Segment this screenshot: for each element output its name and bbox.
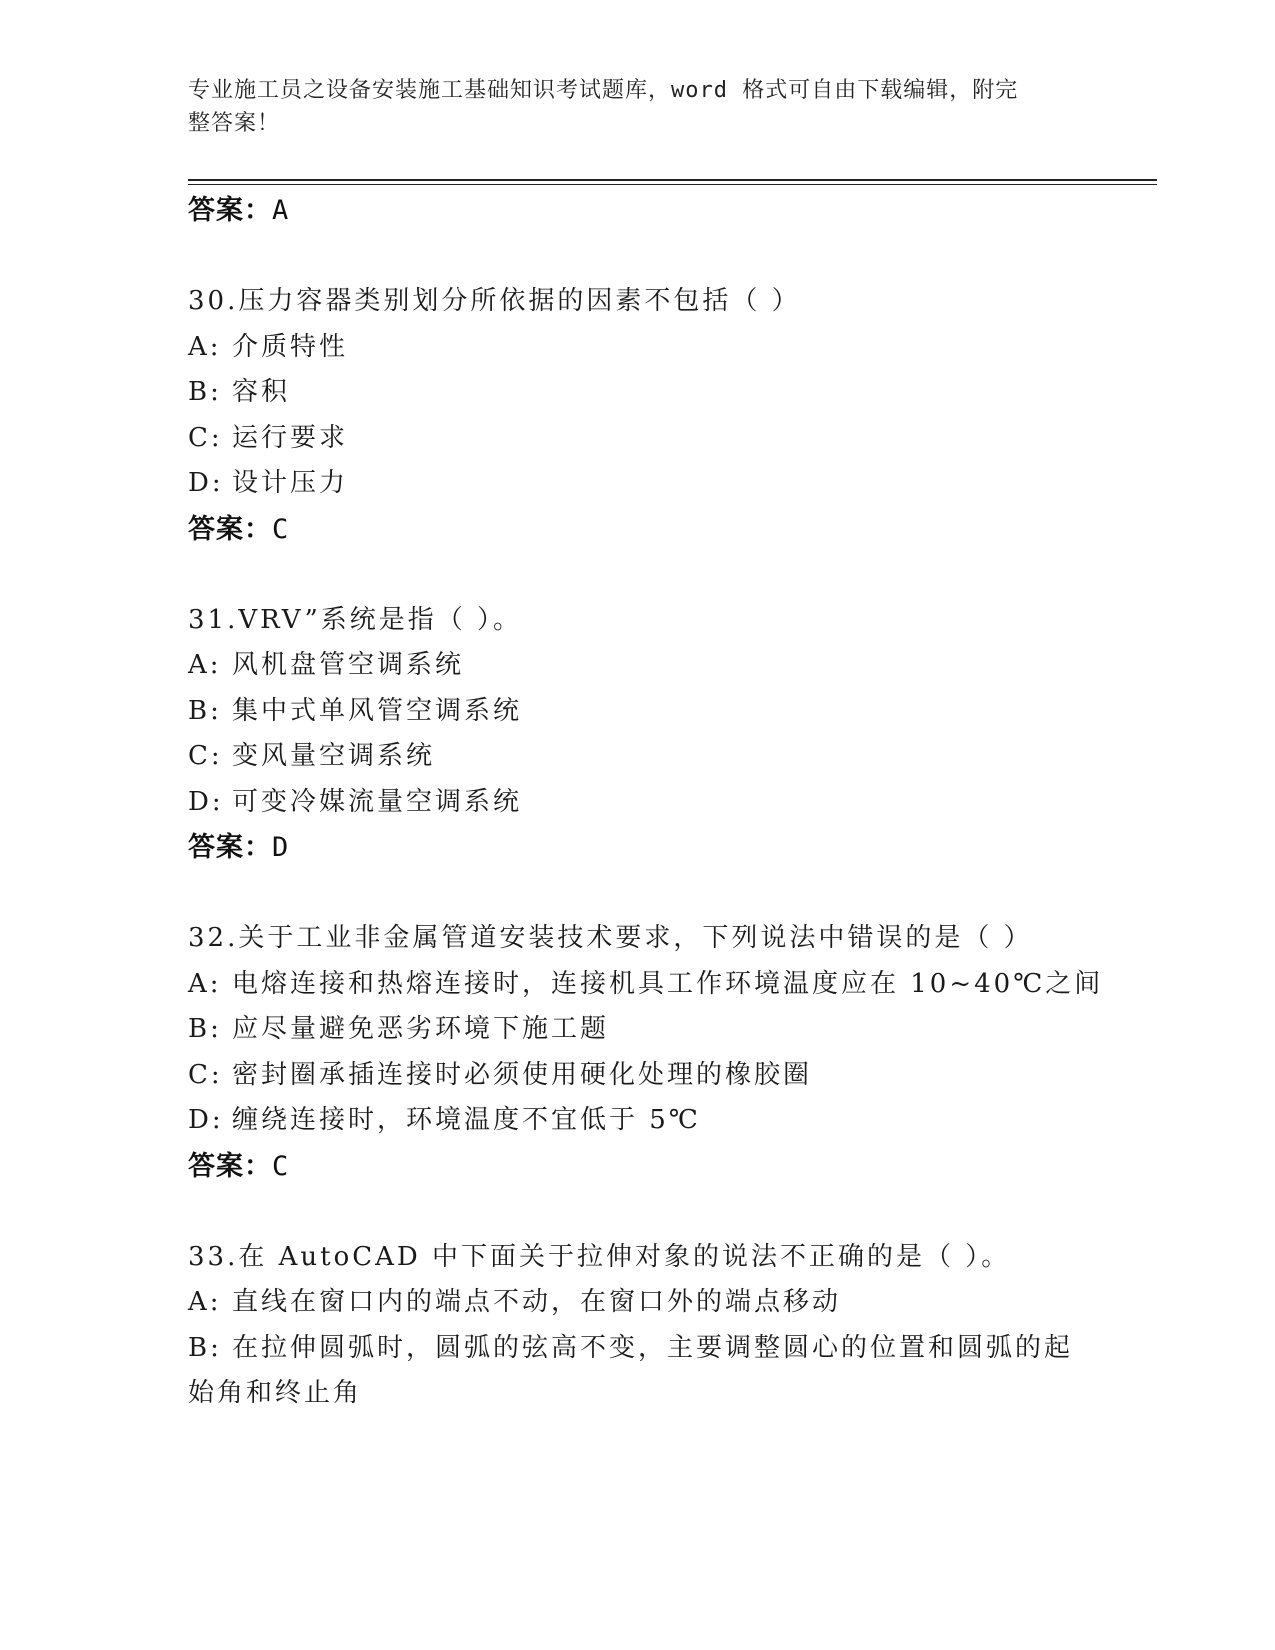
option-letter: C: [188, 1059, 223, 1090]
answer-line [188, 1144, 1148, 1190]
option-d [188, 1098, 1148, 1144]
option-b [188, 689, 1148, 735]
header-line-1: 专业施工员之设备安装施工基础知识考试题库，word 格式可自由下载编辑，附完 [188, 78, 1019, 103]
option-letter: D: [188, 468, 224, 498]
answer-label: 答案： [188, 1150, 272, 1182]
option-letter: C: [188, 741, 223, 771]
option-c [188, 416, 1148, 462]
option-text: 密封圈承插连接时必须使用硬化处理的橡胶圈 [232, 1059, 813, 1090]
answer-label: 答案： [188, 195, 272, 226]
option-letter: B: [188, 1014, 222, 1044]
option-b-continuation: 始角和终止角 [188, 1378, 363, 1408]
option-text: 容积 [232, 377, 291, 407]
option-letter: D: [188, 786, 224, 817]
answer-label: 答案： [188, 513, 272, 545]
document-header [188, 74, 1088, 140]
option-text: 集中式单风管空调系统 [232, 695, 523, 726]
option-letter: A: [188, 968, 222, 999]
option-a [188, 962, 1148, 1008]
option-a [188, 643, 1148, 689]
option-text: 可变冷媒流量空调系统 [232, 786, 523, 817]
option-a [188, 325, 1148, 371]
option-d [188, 780, 1148, 826]
option-letter: B: [188, 695, 222, 726]
question-block [188, 1235, 1148, 1417]
option-text: 变风量空调系统 [232, 741, 436, 771]
option-letter: B: [188, 1332, 222, 1363]
option-text: 运行要求 [232, 422, 349, 453]
answer-value: A [272, 195, 290, 226]
option-text: 应尽量避免恶劣环境下施工题 [232, 1014, 610, 1044]
question-block [188, 598, 1148, 872]
option-text: 在拉伸圆弧时，圆弧的弦高不变，主要调整圆心的位置和圆弧的起 [232, 1332, 1074, 1363]
option-text: 电熔连接和热熔连接时，连接机具工作环境温度应在 10~40℃之间 [232, 968, 1104, 999]
option-letter: A: [188, 331, 222, 362]
header-line-2: 整答案！ [188, 111, 281, 136]
question-list [188, 188, 1148, 1417]
header-divider-thin [188, 184, 1157, 185]
answer-value: C [272, 1150, 290, 1182]
answer-line [188, 188, 1148, 234]
option-b [188, 1007, 1148, 1053]
answer-line [188, 507, 1148, 553]
question-stem: 30.压力容器类别划分所依据的因素不包括（ ） [188, 286, 801, 316]
option-text: 缠绕连接时，环境温度不宜低于 5℃ [232, 1105, 701, 1135]
question-block [188, 279, 1148, 553]
answer-label: 答案： [188, 832, 272, 863]
option-letter: D: [188, 1105, 224, 1135]
option-letter: B: [188, 377, 222, 407]
option-text: 介质特性 [232, 331, 349, 362]
option-b [188, 370, 1148, 416]
answer-value: D [272, 832, 290, 863]
option-letter: A: [188, 1287, 222, 1317]
answer-line [188, 825, 1148, 871]
option-d [188, 461, 1148, 507]
header-divider [188, 179, 1157, 181]
question-stem: 31.VRV”系统是指（ ）。 [188, 604, 523, 635]
option-c [188, 734, 1148, 780]
answer-value: C [272, 513, 290, 545]
option-c [188, 1053, 1148, 1099]
question-stem: 32.关于工业非金属管道安装技术要求，下列说法中错误的是（ ） [188, 923, 1033, 953]
option-text: 设计压力 [232, 468, 349, 498]
question-block [188, 916, 1148, 1190]
option-a [188, 1280, 1148, 1326]
option-text: 直线在窗口内的端点不动，在窗口外的端点移动 [232, 1287, 842, 1317]
option-b [188, 1326, 1148, 1372]
option-letter: A: [188, 650, 222, 680]
option-letter: C: [188, 422, 223, 453]
question-stem: 33.在 AutoCAD 中下面关于拉伸对象的说法不正确的是（ ）。 [188, 1241, 1011, 1272]
option-text: 风机盘管空调系统 [232, 650, 465, 680]
